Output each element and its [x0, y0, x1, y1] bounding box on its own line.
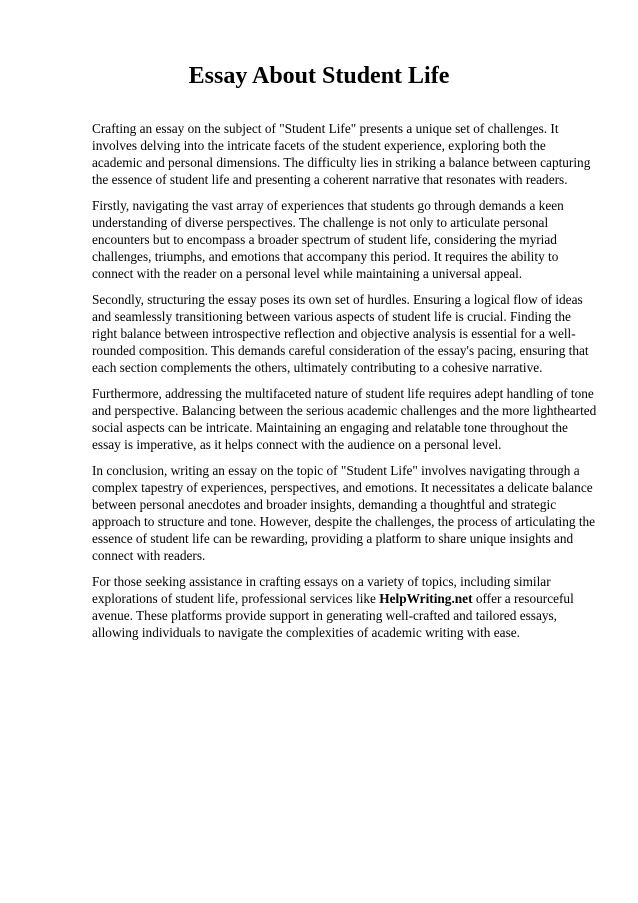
paragraph-firstly: Firstly, navigating the vast array of experiences that students go through demands a keen understanding of diverse perspectives. The challenge is not only to articulate personal encounters but to encompass a broader spectrum of student life, considering the myriad challenges, triumphs, and emotions that accompany this period. It requires the ability to connect with the reader on a personal level while maintaining a universal appeal.	[92, 198, 564, 281]
paragraph-intro: Crafting an essay on the subject of "Student Life" presents a unique set of challenges. It involves delving into the intricate facets of the student experience, exploring both the academic and personal dimensions. The difficulty lies in striking a balance between capturing the essence of student life and presenting a coherent narrative that resonates with readers.	[92, 121, 591, 187]
paragraph-final	[92, 573, 597, 641]
essay-body	[92, 120, 597, 650]
helpwriting-link[interactable]: HelpWriting.net	[379, 591, 473, 606]
page-title: Essay About Student Life	[188, 63, 450, 89]
paragraph-conclusion: In conclusion, writing an essay on the topic of "Student Life" involves navigating through a complex tapestry of experiences, perspectives, and emotions. It necessitates a delicate balance between personal anecdotes and broader insights, demanding a thoughtful and strategic approach to structure and tone. However, despite the challenges, the process of articulating the essence of student life can be rewarding, providing a platform to share unique insights and connect with readers.	[92, 463, 596, 563]
paragraph-secondly: Secondly, structuring the essay poses its own set of hurdles. Ensuring a logical flow of ideas and seamlessly transitioning between various aspects of student life is crucial. Finding the right balance between introspective reflection and objective analysis is essential for a well-rounded composition. This demands careful consideration of the essay's pacing, ensuring that each section complements the others, ultimately contributing to a cohesive narrative.	[92, 292, 589, 375]
final-text-after: offer a resourceful avenue. These platforms provide support in generating well-crafted and tailored essays, allowing individuals to navigate the complexities of academic writing with ease.	[92, 591, 574, 640]
paragraph-furthermore: Furthermore, addressing the multifaceted nature of student life requires adept handling of tone and perspective. Balancing between the serious academic challenges and the more lighthearted social aspects can be intricate. Maintaining an engaging and relatable tone throughout the essay is imperative, as it helps connect with the audience on a personal level.	[92, 386, 597, 452]
final-text-before: For those seeking assistance in crafting essays on a variety of topics, including similar explorations of student life, professional services like	[92, 574, 551, 606]
